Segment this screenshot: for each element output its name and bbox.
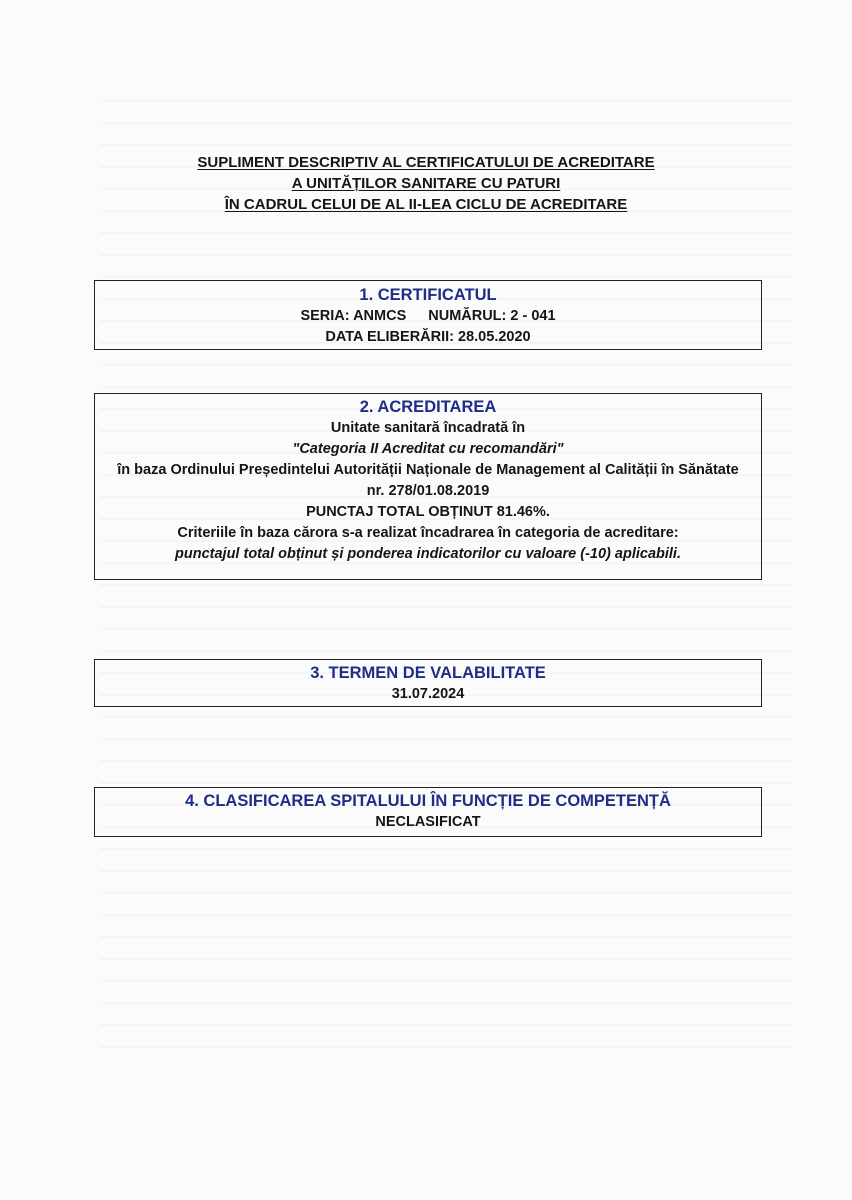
certificat-seria-numar: [95, 306, 761, 327]
certificat-title: 1. CERTIFICATUL: [359, 286, 497, 304]
clasificare-section: [94, 787, 762, 837]
acreditare-ordin-numar: nr. 278/01.08.2019: [366, 483, 490, 499]
acreditare-section: [94, 393, 762, 580]
acreditare-punctaj: PUNCTAJ TOTAL OBȚINUT 81.46%.: [306, 504, 550, 520]
acreditare-title: 2. ACREDITAREA: [359, 398, 497, 416]
acreditare-criterii-label: Criteriile în baza cărora s-a realizat încadrarea în categoria de acreditare:: [177, 525, 679, 541]
valabilitate-title: 3. TERMEN DE VALABILITATE: [310, 664, 546, 682]
header-line-1: SUPLIMENT DESCRIPTIV AL CERTIFICATULUI DE ACREDITARE: [197, 154, 655, 171]
clasificare-title: 4. CLASIFICAREA SPITALULUI ÎN FUNCȚIE DE COMPETENȚĂ: [185, 792, 671, 810]
acreditare-categorie: "Categoria II Acreditat cu recomandări": [292, 441, 564, 457]
valabilitate-section: [94, 659, 762, 707]
header-line-2: A UNITĂȚILOR SANITARE CU PATURI: [291, 175, 561, 192]
header-line-3: ÎN CADRUL CELUI DE AL II-LEA CICLU DE ACREDITARE: [224, 196, 628, 213]
document-header: [0, 152, 852, 215]
acreditare-ordin: în baza Ordinului Președintelui Autorității Naționale de Management al Calității în Sănătate: [117, 462, 739, 478]
certificat-data-eliberarii: DATA ELIBERĂRII: 28.05.2020: [325, 329, 531, 345]
acreditare-criterii-value: punctajul total obținut și ponderea indicatorilor cu valoare (-10) aplicabili.: [175, 546, 681, 562]
valabilitate-date: 31.07.2024: [391, 686, 465, 702]
certificat-section: [94, 280, 762, 350]
clasificare-value: NECLASIFICAT: [375, 814, 481, 830]
certificat-seria: SERIA: ANMCS: [300, 308, 407, 324]
bleed-through-background: [100, 100, 790, 1080]
certificat-numarul: NUMĂRUL: 2 - 041: [428, 308, 556, 324]
acreditare-line-1: Unitate sanitară încadrată în: [330, 420, 526, 436]
